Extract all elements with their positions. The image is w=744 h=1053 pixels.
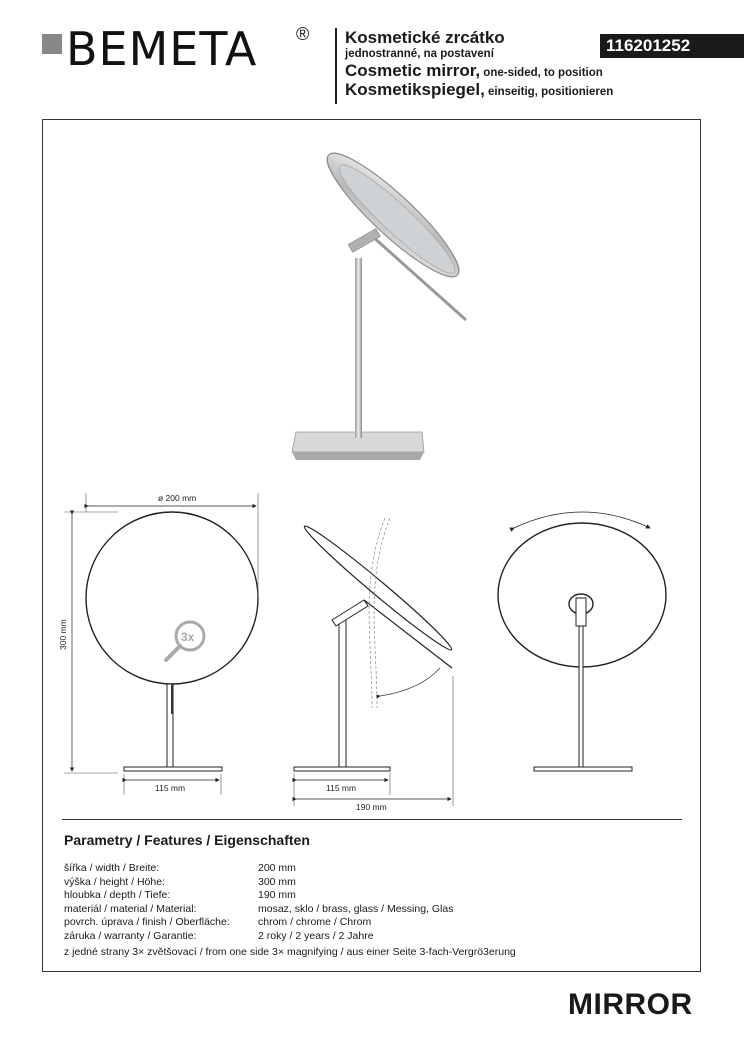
features-note: z jedné strany 3× zvětšovací / from one side 3× magnifying / aus einer Seite 3-fach-Vergrö3erung bbox=[64, 946, 516, 958]
height-label: 300 mm bbox=[58, 619, 68, 650]
features-divider bbox=[62, 819, 682, 820]
side-view bbox=[294, 518, 456, 812]
product-category: MIRROR bbox=[568, 988, 693, 1021]
title-german-main: Kosmetikspiegel, bbox=[345, 80, 485, 100]
front-view bbox=[58, 493, 258, 795]
registered-mark: ® bbox=[296, 24, 310, 44]
product-render bbox=[292, 140, 471, 460]
feature-key: hloubka / depth / Tiefe: bbox=[64, 889, 171, 902]
magnify-badge: 3x bbox=[181, 630, 195, 644]
base-side-label: 115 mm bbox=[326, 783, 357, 793]
title-english-subtitle: one-sided, to position bbox=[480, 66, 603, 79]
title-german-subtitle: einseitig, positionieren bbox=[484, 86, 614, 99]
feature-key: povrch. úprava / finish / Oberfläche: bbox=[64, 916, 230, 929]
feature-value: 2 roky / 2 years / 2 Jahre bbox=[258, 929, 374, 942]
feature-value: 200 mm bbox=[258, 862, 296, 874]
feature-key: výška / height / Höhe: bbox=[64, 875, 165, 888]
feature-value: 190 mm bbox=[258, 889, 296, 902]
feature-value: 300 mm bbox=[258, 875, 296, 888]
feature-value: mosaz, sklo / brass, glass / Messing, Glas bbox=[258, 902, 454, 915]
depth-label: 190 mm bbox=[356, 802, 387, 812]
title-czech: Kosmetické zrcátko bbox=[345, 28, 505, 47]
product-code: 116201252 bbox=[600, 34, 744, 58]
features-table bbox=[64, 862, 453, 944]
feature-value: chrom / chrome / Chrom bbox=[258, 916, 372, 929]
feature-key: šířka / width / Breite: bbox=[64, 862, 160, 874]
title-czech-subtitle: jednostranné, na postavení bbox=[345, 47, 494, 60]
table-row bbox=[64, 862, 453, 876]
table-row bbox=[64, 916, 453, 930]
diameter-label: ø 200 mm bbox=[158, 493, 197, 503]
logo-text: BEMETA bbox=[66, 22, 258, 76]
table-row bbox=[64, 930, 453, 944]
rear-view bbox=[498, 512, 666, 771]
base-front-label: 115 mm bbox=[155, 783, 186, 793]
title-english-main: Cosmetic mirror, bbox=[345, 60, 481, 80]
table-row bbox=[64, 903, 453, 917]
table-row bbox=[64, 876, 453, 890]
table-row bbox=[64, 889, 453, 903]
feature-key: záruka / warranty / Garantie: bbox=[64, 929, 197, 942]
feature-key: materiál / material / Material: bbox=[64, 902, 197, 915]
features-heading: Parametry / Features / Eigenschaften bbox=[64, 832, 310, 848]
